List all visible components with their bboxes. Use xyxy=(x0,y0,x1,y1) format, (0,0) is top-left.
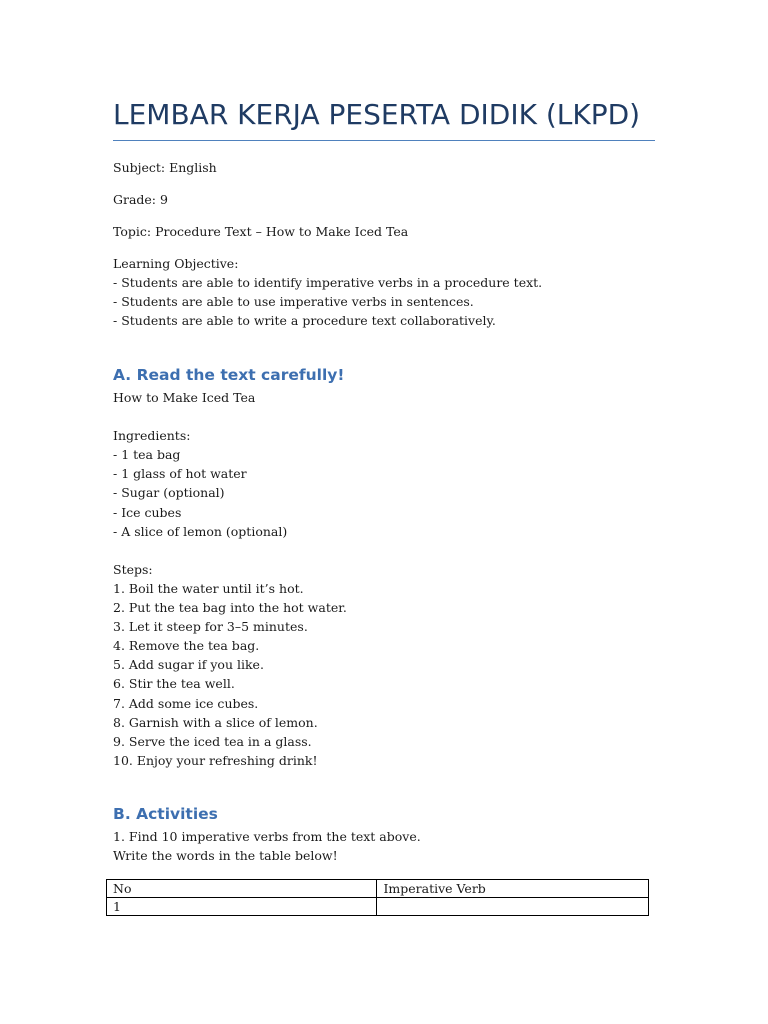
procedure-text xyxy=(113,388,347,770)
text-title: How to Make Iced Tea xyxy=(113,390,256,405)
title-underline xyxy=(113,140,655,141)
instruction-line: Write the words in the table below! xyxy=(113,848,338,864)
objective-label: Learning Objective: xyxy=(113,256,239,271)
step-item: 10. Enjoy your refreshing drink! xyxy=(113,752,318,768)
step-item: 5. Add sugar if you like. xyxy=(113,657,264,673)
page-title: LEMBAR KERJA PESERTA DIDIK (LKPD) xyxy=(113,98,641,131)
section-a-heading: A. Read the text carefully! xyxy=(113,366,345,384)
steps-label: Steps: xyxy=(113,561,153,577)
step-item: 1. Boil the water until it’s hot. xyxy=(113,580,304,596)
table-cell-verb[interactable] xyxy=(377,898,649,916)
subject-line: Subject: English xyxy=(113,160,217,175)
table-row xyxy=(107,898,649,916)
step-item: 6. Stir the tea well. xyxy=(113,676,235,692)
blank-line xyxy=(113,407,347,426)
imperative-verb-table xyxy=(106,879,649,916)
objective-item: - Students are able to write a procedure text collaboratively. xyxy=(113,313,496,329)
step-item: 8. Garnish with a slice of lemon. xyxy=(113,714,318,730)
grade-line: Grade: 9 xyxy=(113,192,168,207)
ingredient-item: - Ice cubes xyxy=(113,504,182,520)
learning-objective xyxy=(113,254,542,330)
column-header-imperative-verb: Imperative Verb xyxy=(377,880,649,898)
section-b-heading: B. Activities xyxy=(113,805,218,823)
step-item: 4. Remove the tea bag. xyxy=(113,638,260,654)
ingredient-item: - Sugar (optional) xyxy=(113,485,225,501)
step-item: 2. Put the tea bag into the hot water. xyxy=(113,600,347,616)
ingredient-item: - A slice of lemon (optional) xyxy=(113,523,288,539)
blank-line xyxy=(113,541,347,560)
ingredients-label: Ingredients: xyxy=(113,428,191,444)
step-item: 9. Serve the iced tea in a glass. xyxy=(113,733,312,749)
table-header-row xyxy=(107,880,649,898)
activity-instructions xyxy=(113,827,421,865)
step-item: 7. Add some ice cubes. xyxy=(113,695,259,711)
column-header-no: No xyxy=(107,880,377,898)
objective-item: - Students are able to identify imperative verbs in a procedure text. xyxy=(113,275,543,291)
step-item: 3. Let it steep for 3–5 minutes. xyxy=(113,619,308,635)
instruction-line: 1. Find 10 imperative verbs from the text above. xyxy=(113,829,421,844)
table-cell-no: 1 xyxy=(107,898,377,916)
topic-line: Topic: Procedure Text – How to Make Iced Tea xyxy=(113,224,409,239)
objective-item: - Students are able to use imperative verbs in sentences. xyxy=(113,294,474,310)
ingredient-item: - 1 glass of hot water xyxy=(113,466,247,482)
ingredient-item: - 1 tea bag xyxy=(113,447,181,463)
